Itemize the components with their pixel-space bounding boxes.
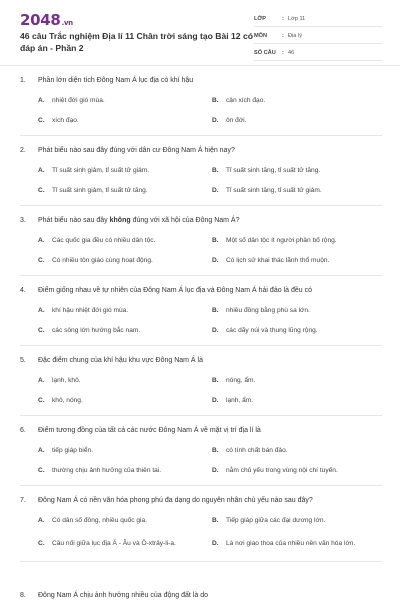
question-text (38, 356, 203, 366)
option-letter: B. (212, 446, 219, 454)
option-letter: A. (38, 166, 45, 174)
question-list (20, 76, 382, 572)
option-letter: B. (212, 236, 219, 244)
option-text: tiếp giáp biển. (52, 446, 94, 454)
question-line (20, 496, 382, 506)
meta-key: LỚP (254, 16, 266, 22)
question-line (20, 426, 382, 436)
option-letter: A. (38, 96, 45, 104)
question-line (20, 76, 382, 86)
question-block (20, 216, 382, 276)
question-block (20, 146, 382, 206)
meta-value: 46 (288, 50, 295, 56)
answer-options (20, 511, 382, 555)
option-text: Tỉ suất sinh tăng, tỉ suất tử tăng. (226, 166, 321, 174)
answer-option[interactable] (38, 371, 212, 389)
question-block (20, 286, 382, 346)
answer-option[interactable] (212, 111, 382, 129)
answer-option[interactable] (212, 181, 382, 199)
question-number: 1. (20, 77, 26, 84)
option-letter: C. (38, 116, 45, 124)
answer-option[interactable] (38, 91, 212, 109)
meta-value: Địa lý (288, 33, 302, 39)
answer-option[interactable] (212, 161, 382, 179)
question-text (38, 286, 312, 296)
meta-colon: : (282, 16, 284, 22)
question-text (38, 426, 261, 436)
answer-option[interactable] (212, 301, 382, 319)
question-text-part: Đặc điểm chung của khí hậu khu vực Đông Nam Á là (38, 357, 203, 364)
question-line (20, 216, 382, 226)
answer-option[interactable] (38, 181, 212, 199)
option-text: Có lịch sử khai thác lãnh thổ muộn. (226, 256, 330, 264)
option-text: nóng, ẩm. (226, 376, 256, 384)
answer-option[interactable] (212, 531, 382, 555)
option-text: cận xích đạo. (226, 96, 266, 104)
option-letter: C. (38, 396, 45, 404)
meta-row-class (254, 12, 382, 27)
option-text: Có nhiều tôn giáo cùng hoạt động. (52, 256, 153, 264)
answer-option[interactable] (212, 391, 382, 409)
answer-option[interactable] (38, 461, 212, 479)
answer-option[interactable] (38, 231, 212, 249)
question-text: Đông Nam Á chịu ảnh hưởng nhiều của động đất là do (38, 592, 209, 599)
option-letter: A. (38, 306, 45, 314)
answer-option[interactable] (38, 301, 212, 319)
question-emphasis: không (109, 217, 131, 224)
answer-option[interactable] (212, 251, 382, 269)
answer-option[interactable] (212, 511, 382, 529)
meta-colon: : (282, 50, 284, 56)
option-letter: B. (212, 376, 219, 384)
answer-options (20, 301, 382, 339)
answer-option[interactable] (38, 251, 212, 269)
option-text: nhiều đồng bằng phù sa lớn. (226, 306, 310, 314)
option-letter: A. (38, 446, 45, 454)
meta-row-count (254, 46, 382, 61)
answer-options (20, 161, 382, 199)
option-text: có tính chất bán đảo. (226, 446, 288, 454)
option-letter: D. (212, 256, 219, 264)
meta-key: SỐ CÂU (254, 50, 276, 56)
header (0, 0, 400, 66)
question-text (38, 216, 240, 226)
meta-info (254, 12, 382, 63)
option-text: ôn đới. (226, 116, 247, 124)
answer-options (20, 231, 382, 269)
answer-option[interactable] (212, 91, 382, 109)
question-text-part: Điểm giống nhau về tự nhiên của Đông Nam Á lục địa và Đông Nam Á hải đảo là đều có (38, 287, 312, 294)
option-text: khí hậu nhiệt đới gió mùa. (52, 306, 129, 314)
meta-colon: : (282, 33, 284, 39)
question-text-part: Đông Nam Á có nền văn hóa phong phú đa dạng do nguyên nhân chủ yếu nào sau đây? (38, 497, 313, 504)
option-text: các dãy núi và thung lũng rộng. (226, 326, 318, 334)
answer-option[interactable] (38, 111, 212, 129)
option-letter: C. (38, 256, 45, 264)
option-letter: A. (38, 376, 45, 384)
question-block (20, 426, 382, 486)
option-text: Tiếp giáp giữa các đại dương lớn. (226, 516, 326, 524)
option-letter: D. (212, 326, 219, 334)
option-letter: D. (212, 466, 219, 474)
option-text: xích đạo. (52, 116, 79, 124)
answer-option[interactable] (38, 511, 212, 529)
answer-option[interactable] (38, 531, 212, 555)
page-title: 46 câu Trắc nghiệm Địa lí 11 Chân trời sáng tạo Bài 12 có đáp án - Phần 2 (20, 31, 253, 53)
question-text-part: đúng với xã hội của Đông Nam Á? (130, 217, 240, 224)
question-partial (20, 592, 208, 599)
option-letter: A. (38, 516, 45, 524)
option-text: các sông lớn hướng bắc nam. (52, 326, 141, 334)
question-number: 5. (20, 357, 26, 364)
question-text-part: Phát biểu nào sau đây (38, 217, 110, 224)
option-text: nhiệt đới gió mùa. (52, 96, 105, 104)
question-block (20, 356, 382, 416)
option-letter: B. (212, 166, 219, 174)
option-letter: D. (212, 186, 219, 194)
option-letter: D. (212, 116, 219, 124)
option-text: Là nơi giao thoa của nhiều nền văn hóa lớn. (226, 539, 356, 547)
question-text-part: Điểm tương đồng của tất cả các nước Đông Nam Á về mặt vị trí địa lí là (38, 427, 261, 434)
question-number: 4. (20, 287, 26, 294)
answer-option[interactable] (38, 161, 212, 179)
option-letter: C. (38, 466, 45, 474)
question-text-part: Phát biểu nào sau đây đúng với dân cư Đông Nam Á hiện nay? (38, 147, 235, 154)
option-text: Có dân số đông, nhiều quốc gia. (52, 516, 147, 524)
question-line (20, 146, 382, 156)
question-text (38, 496, 313, 506)
meta-key: MÔN (254, 33, 268, 39)
option-letter: B. (212, 516, 219, 524)
option-letter: C. (38, 539, 45, 547)
question-text-part: Phần lớn diện tích Đông Nam Á lục địa có khí hậu (38, 77, 194, 84)
answer-options (20, 441, 382, 479)
answer-option[interactable] (212, 461, 382, 479)
option-text: thường chịu ảnh hưởng của thiên tai. (52, 466, 162, 474)
option-text: Các quốc gia đều có nhiều dân tộc. (52, 236, 156, 244)
option-text: Cầu nối giữa lục địa Á - Âu và Ô-xtrây-li-a. (52, 539, 176, 547)
logo-main: 2048 (20, 11, 61, 29)
option-letter: D. (212, 539, 219, 547)
answer-option[interactable] (38, 391, 212, 409)
option-text: lạnh, khô. (52, 376, 81, 384)
question-block (20, 496, 382, 562)
option-letter: C. (38, 186, 45, 194)
question-line (20, 356, 382, 366)
meta-value: Lớp 11 (288, 16, 306, 22)
question-number: 3. (20, 217, 26, 224)
question-number: 2. (20, 147, 26, 154)
answer-option[interactable] (38, 441, 212, 459)
question-text (38, 146, 235, 156)
answer-option[interactable] (212, 441, 382, 459)
option-text: khô, nóng. (52, 396, 83, 404)
option-letter: C. (38, 326, 45, 334)
option-text: nằm chủ yếu trong vùng nội chí tuyến. (226, 466, 338, 474)
question-number: 7. (20, 497, 26, 504)
answer-option[interactable] (212, 371, 382, 389)
option-text: Tỉ suất sinh giảm, tỉ suất tử giảm. (52, 166, 150, 174)
question-line (20, 286, 382, 296)
option-letter: A. (38, 236, 45, 244)
answer-option[interactable] (38, 321, 212, 339)
option-text: lạnh, ẩm. (226, 396, 254, 404)
option-text: Tỉ suất sinh tăng, tỉ suất tử giảm. (226, 186, 322, 194)
answer-options (20, 91, 382, 129)
option-letter: D. (212, 396, 219, 404)
question-number: 8. (20, 592, 26, 599)
option-text: Một số dân tộc ít người phân bố rộng. (226, 236, 337, 244)
answer-option[interactable] (212, 231, 382, 249)
question-block (20, 76, 382, 136)
option-text: Tỉ suất sinh giảm, tỉ suất tử tăng. (52, 186, 148, 194)
site-logo[interactable] (20, 11, 73, 29)
logo-suffix: .vn (61, 19, 73, 27)
question-text (38, 76, 193, 86)
answer-option[interactable] (212, 321, 382, 339)
option-letter: B. (212, 96, 219, 104)
answer-options (20, 371, 382, 409)
question-number: 6. (20, 427, 26, 434)
meta-row-subject (254, 29, 382, 44)
option-letter: B. (212, 306, 219, 314)
